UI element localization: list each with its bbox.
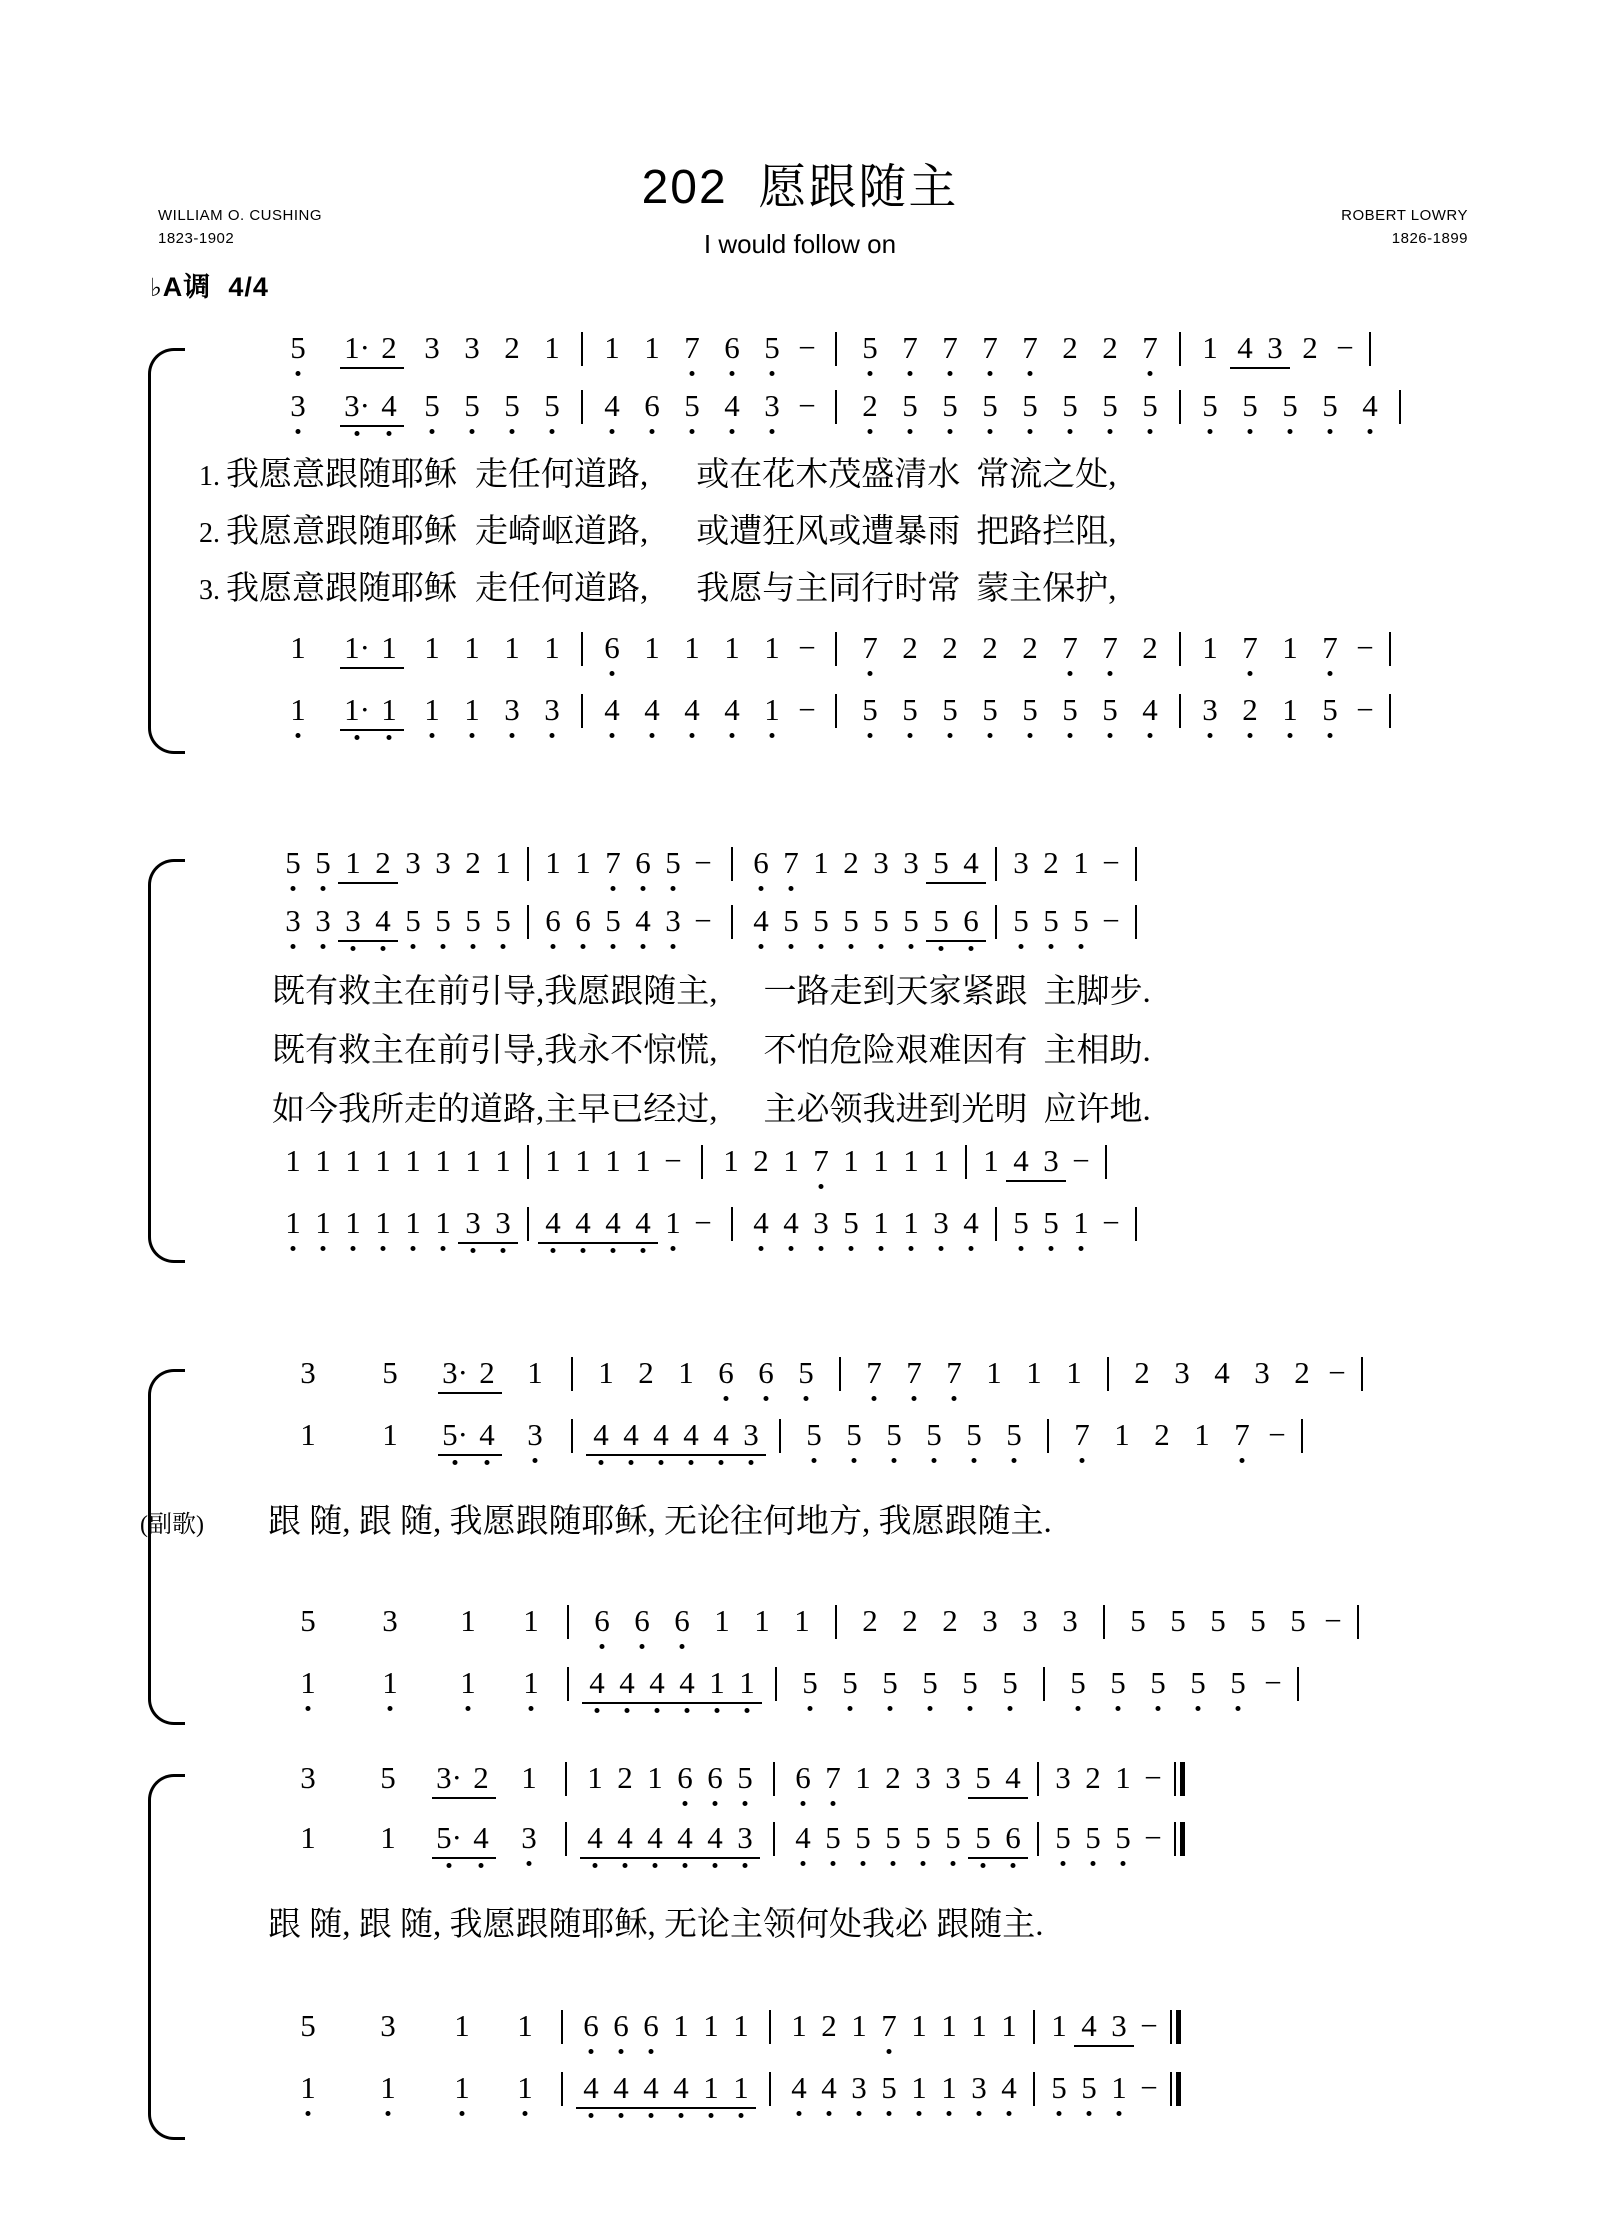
system-1-bass: 1 1· 1 1 1 3 3 4 4 4 4 1 − 5 5 5 5 5 5 5 4 3 2 1 5 − (0, 692, 1600, 731)
lyric-line (0, 1495, 1600, 1542)
time-signature: 4/4 (228, 272, 269, 302)
system-4-harmony: 1 1 5· 4 3 4 4 4 4 4 3 4 5 5 5 5 5 5 6 5 5 5 − (0, 1820, 1600, 1862)
system-1-lyrics (0, 448, 1600, 609)
lyricist-credit (158, 205, 322, 250)
lyric-line (0, 1898, 1600, 1945)
lyric-seg-d: 蒙主保护, (976, 571, 1117, 607)
system-4 (0, 1760, 1600, 2150)
system-1-harmony: 3 3· 4 5 5 5 5 4 6 5 4 3 − 2 5 5 5 5 5 5 5 5 5 5 5 4 (0, 388, 1600, 427)
lyric-seg-a: 我愿意跟随耶稣 (226, 514, 457, 550)
lyric-seg-b: 走任何道路, (475, 571, 649, 607)
lyric-seg-a: 我愿意跟随耶稣 (226, 457, 457, 493)
lyric-seg-c: 一路走到天家紧跟 (763, 974, 1028, 1010)
lyric-seg-c: 或遭狂风或遭暴雨 (696, 514, 961, 550)
system-1-melody: 5 1· 2 3 3 2 1 1 1 7 6 5 − 5 7 7 7 7 2 2 7 1 4 3 2 − (0, 330, 1600, 369)
lyric-seg-c: 我愿与主同行时常 (696, 571, 961, 607)
lyric-seg-d: 主相助. (1043, 1033, 1151, 1069)
flat-symbol: ♭ (150, 273, 163, 302)
lyric-seg-b: 我永不惊慌, (544, 1033, 718, 1069)
system-3-bass: 1 1 1 1 4 4 4 4 1 1 5 5 5 5 5 5 5 5 5 5 5 − (0, 1665, 1600, 1704)
system-3 (0, 1355, 1600, 1735)
lyric-seg-d: 主脚步. (1043, 974, 1151, 1010)
lyric-seg-c: 或在花木茂盛清水 (696, 457, 961, 493)
lyric-seg-b: 走任何道路, (475, 457, 649, 493)
system-2-harmony: 3 3 3 4 5 5 5 5 6 6 5 4 3 − 4 5 5 5 5 5 5 6 5 5 5 − (0, 903, 1600, 942)
lyric-seg-b: 主早已经过, (544, 1092, 718, 1128)
verse-number: 1. (199, 461, 220, 492)
lyric-line (0, 505, 1600, 552)
lyric-seg-a: 如今我所走的道路, (272, 1092, 545, 1128)
lyric-seg-c: 主必领我进到光明 (763, 1092, 1028, 1128)
verse-number: 3. (199, 575, 220, 606)
lyric-line (0, 965, 1600, 1012)
system-3-lyrics (0, 1495, 1600, 1542)
lyric-seg-a: 既有救主在前引导, (272, 974, 545, 1010)
system-2-tenor: 1 1 1 1 1 1 1 1 1 1 1 1 − 1 2 1 7 1 1 1 1 1 4 3 − (0, 1143, 1600, 1182)
lyric-line (0, 1024, 1600, 1071)
lyric-seg-a: 我愿意跟随耶稣 (226, 571, 457, 607)
lyric-seg-b: 走崎岖道路, (475, 514, 649, 550)
lyric-seg-c: 不怕危险艰难因有 (763, 1033, 1028, 1069)
key-signature (150, 265, 269, 304)
lyric-seg-a: 既有救主在前引导, (272, 1033, 545, 1069)
system-4-melody: 3 5 3· 2 1 1 2 1 6 6 5 6 7 1 2 3 3 5 4 3 2 1 − (0, 1760, 1600, 1802)
lyric-text: 跟 随, 跟 随, 我愿跟随耶稣, 无论往何地方, 我愿跟随主. (268, 1504, 1052, 1540)
lyric-line (0, 562, 1600, 609)
chorus-label: (副歌) (140, 1512, 204, 1538)
lyric-seg-d: 把路拦阻, (976, 514, 1117, 550)
system-2-melody: 5 5 1 2 3 3 2 1 1 1 7 6 5 − 6 7 1 2 3 3 5 4 3 2 1 − (0, 845, 1600, 884)
system-2-lyrics (0, 965, 1600, 1130)
system-4-bass: 1 1 1 1 4 4 4 4 1 1 4 4 3 5 1 1 3 4 5 5 1 − (0, 2070, 1600, 2112)
composer-years: 1826-1899 (1391, 229, 1468, 247)
lyric-seg-b: 我愿跟随主, (544, 974, 718, 1010)
hymn-title-en: I would follow on (703, 229, 897, 259)
system-4-tenor: 5 3 1 1 6 6 6 1 1 1 1 2 1 7 1 1 1 1 1 4 3 − (0, 2008, 1600, 2050)
lyric-line (0, 448, 1600, 495)
page-title (0, 0, 1600, 217)
hymn-number: 202 (641, 161, 728, 214)
lyric-seg-d: 常流之处, (976, 457, 1117, 493)
lyric-text: 跟 随, 跟 随, 我愿跟随耶稣, 无论主领何处我必 跟随主. (268, 1907, 1044, 1943)
system-3-tenor: 5 3 1 1 6 6 6 1 1 1 2 2 2 3 3 3 5 5 5 5 5 − (0, 1603, 1600, 1639)
lyricist-name: WILLIAM O. CUSHING (158, 207, 323, 224)
key-name: A调 (162, 272, 212, 302)
system-3-harmony: 1 1 5· 4 3 4 4 4 4 4 3 5 5 5 5 5 5 7 1 2 1 7 − (0, 1417, 1600, 1456)
lyric-seg-d: 应许地. (1043, 1092, 1151, 1128)
system-2 (0, 845, 1600, 1275)
system-1-tenor: 1 1· 1 1 1 1 1 6 1 1 1 1 − 7 2 2 2 2 7 7 2 1 7 1 7 − (0, 630, 1600, 669)
composer-credit (1341, 205, 1468, 250)
system-1 (0, 330, 1600, 760)
lyric-line (0, 1083, 1600, 1130)
hymn-title-cn: 愿跟随主 (758, 161, 959, 214)
lyricist-years: 1823-1902 (158, 229, 235, 247)
composer-name: ROBERT LOWRY (1341, 207, 1468, 224)
verse-number: 2. (199, 518, 220, 549)
system-3-melody: 3 5 3· 2 1 1 2 1 6 6 5 7 7 7 1 1 1 2 3 4 3 2 − (0, 1355, 1600, 1394)
system-2-bass: 1 1 1 1 1 1 3 3 4 4 4 4 1 − 4 4 3 5 1 1 3 4 5 5 1 − (0, 1205, 1600, 1244)
system-4-lyrics (0, 1898, 1600, 1945)
